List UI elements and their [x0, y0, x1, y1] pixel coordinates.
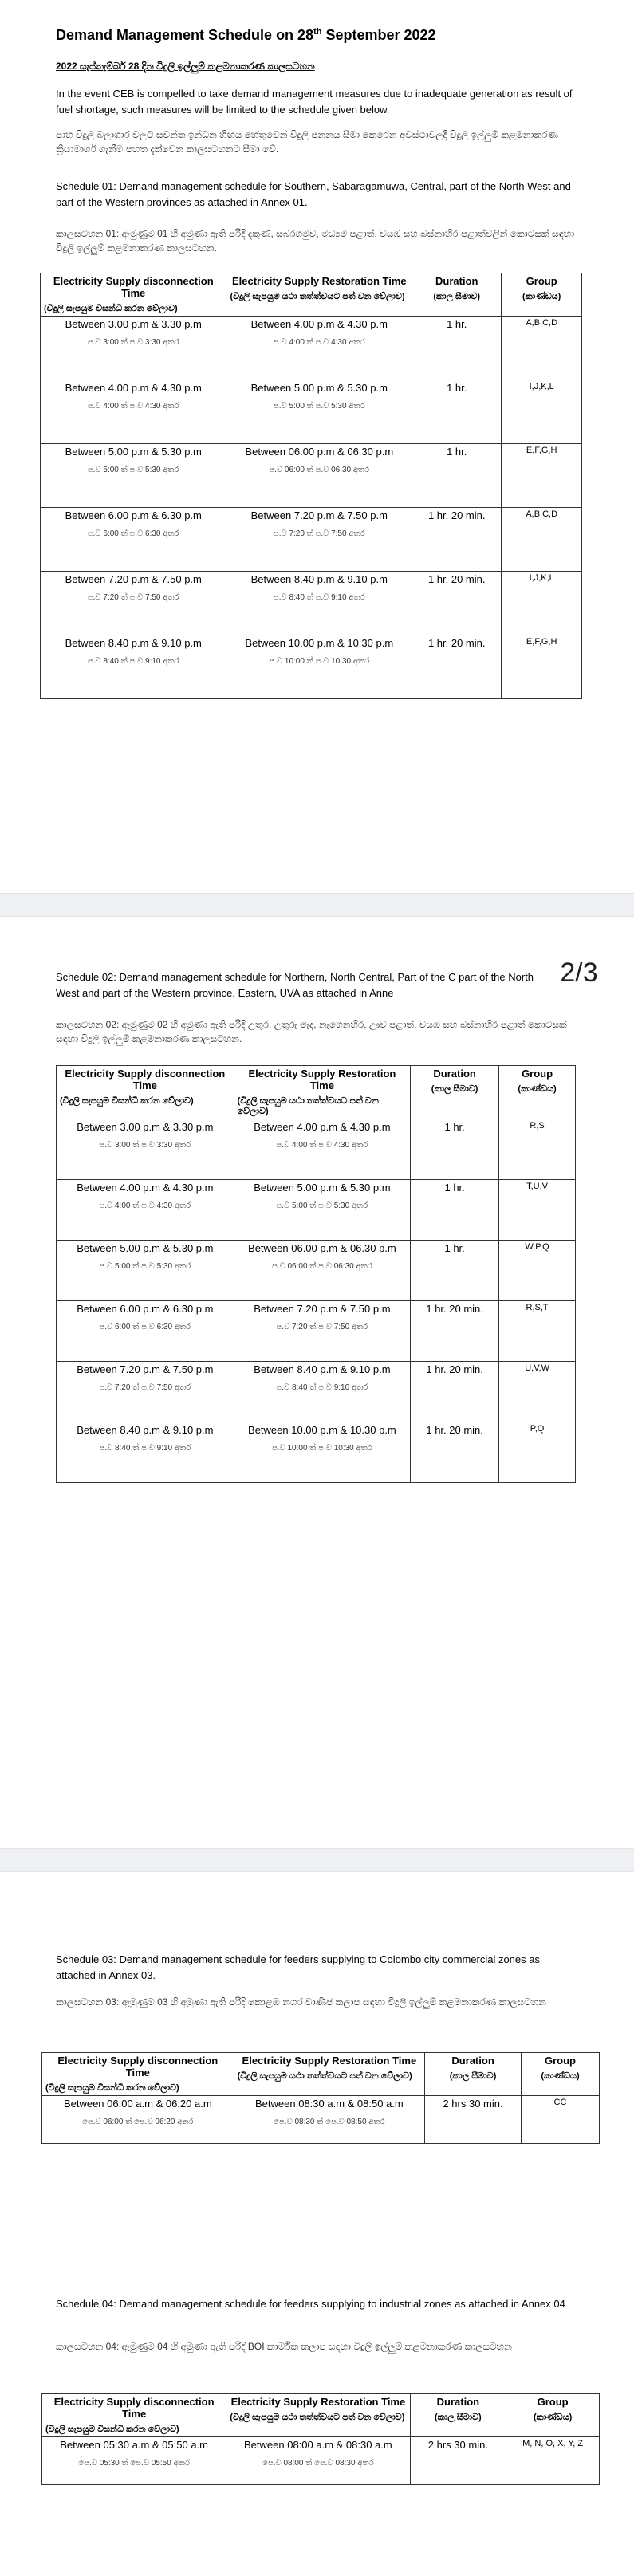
restoration-cell [234, 1362, 410, 1422]
table-row [57, 1119, 576, 1180]
restoration-cell-text: Between 8.40 p.m & 9.10 p.m [254, 1363, 391, 1375]
group-cell: P,Q [499, 1422, 576, 1483]
table-row [41, 380, 582, 444]
header-disconnection-time [57, 1066, 234, 1119]
header-disconnection-time [41, 273, 226, 317]
document-page-2 [0, 917, 634, 1850]
duration-cell: 1 hr. 20 min. [412, 508, 502, 572]
group-cell: T,U,V [499, 1180, 576, 1241]
document-subtitle-sinhala: 2022 සැප්තැම්බර් 28 දින විදුලි ඉල්ලුම් කළමනාකරණ කාලසටහන [56, 61, 315, 72]
header-disconnection-time-label-sinhala: (විදුලි සැපයුම විසන්ධි කරන වේලාව) [44, 304, 178, 313]
restoration-cell-text-sinhala: ප.ව 10:00 ත් ප.ව 10:30 අතර [271, 1444, 372, 1453]
restoration-cell [226, 2437, 410, 2485]
schedule-01-table [40, 273, 582, 699]
header-restoration-time-label: Electricity Supply Restoration Time [230, 2396, 406, 2408]
document-page-3 [0, 1872, 634, 2576]
restoration-cell-text: Between 5.00 p.m & 5.30 p.m [250, 382, 388, 394]
header-group-label: Group [544, 2055, 576, 2067]
table-row [57, 1180, 576, 1241]
group-cell: I,J,K,L [502, 380, 582, 444]
disconnection-cell-text-sinhala: පෙ.ව 06:00 ත් පෙ.ව 06:20 අතර [82, 2118, 194, 2126]
header-duration [410, 2394, 506, 2437]
duration-cell: 1 hr. [411, 1180, 499, 1241]
restoration-cell-text: Between 7.20 p.m & 7.50 p.m [250, 509, 388, 521]
header-disconnection-time-label-sinhala: (විදුලි සැපයුම විසන්ධි කරන වේලාව) [45, 2425, 179, 2434]
header-restoration-time-label-sinhala: (විදුලි සැපයුම යථා තත්ත්වයට පත් වන වේලාව) [230, 2413, 405, 2422]
disconnection-cell-text-sinhala: ප.ව 3:00 ත් ප.ව 3:30 අතර [87, 338, 179, 347]
page-gap [0, 1848, 634, 1872]
header-duration-label-sinhala: (කාල සීමාව) [433, 292, 481, 301]
header-group [502, 273, 582, 317]
restoration-cell-text: Between 08:00 a.m & 08:30 a.m [244, 2439, 392, 2451]
header-group-label: Group [537, 2396, 569, 2408]
duration-cell: 1 hr. [412, 444, 502, 508]
group-cell: I,J,K,L [502, 572, 582, 635]
schedule-03-description: Schedule 03: Demand management schedule for feeders supplying to Colombo city commercial zones as attached in Annex 03. [56, 1953, 540, 1981]
restoration-cell-text-sinhala: ප.ව 7:20 ත් ප.ව 7:50 අතර [273, 529, 365, 538]
schedule-04-description: Schedule 04: Demand management schedule for feeders supplying to industrial zones as attached in Annex 04 [56, 2298, 565, 2310]
table-row [41, 444, 582, 508]
header-duration [425, 2053, 522, 2096]
disconnection-cell-text-sinhala: ප.ව 6:00 ත් ප.ව 6:30 අතර [99, 1323, 191, 1331]
disconnection-cell-text-sinhala: ප.ව 4:00 ත් ප.ව 4:30 අතර [99, 1201, 191, 1210]
table-row [57, 1301, 576, 1362]
table-row [57, 1422, 576, 1483]
document-title: Demand Management Schedule on 28th September 2022 [56, 27, 436, 43]
header-duration-label: Duration [436, 2396, 480, 2408]
restoration-cell-text-sinhala: ප.ව 7:20 ත් ප.ව 7:50 අතර [276, 1323, 368, 1331]
header-restoration-time [226, 2394, 410, 2437]
schedule-03-table [41, 2052, 600, 2144]
disconnection-cell [57, 1119, 234, 1180]
group-cell: R,S,T [499, 1301, 576, 1362]
header-disconnection-time-label: Electricity Supply disconnection Time [53, 2396, 215, 2420]
schedule-01-description: Schedule 01: Demand management schedule for Southern, Sabaragamuwa, Central, part of the North West and part of the Western provinces as attached in Annex 01. [56, 180, 571, 208]
header-disconnection-time-label-sinhala: (විදුලි සැපයුම විසන්ධි කරන වේලාව) [60, 1096, 194, 1106]
restoration-cell [226, 635, 412, 699]
header-group-label-sinhala: (කාණ්ඩය) [518, 1084, 557, 1094]
disconnection-cell-text-sinhala: ප.ව 8:40 ත් ප.ව 9:10 අතර [87, 657, 179, 666]
disconnection-cell-text: Between 8.40 p.m & 9.10 p.m [65, 637, 202, 649]
disconnection-cell-text: Between 3.00 p.m & 3.30 p.m [77, 1121, 214, 1133]
restoration-cell-text-sinhala: ප.ව 4:00 ත් ප.ව 4:30 අතර [273, 338, 365, 347]
table-row [41, 572, 582, 635]
disconnection-cell-text: Between 4.00 p.m & 4.30 p.m [77, 1182, 214, 1194]
restoration-cell [234, 1119, 410, 1180]
restoration-cell [234, 1241, 410, 1301]
disconnection-cell-text-sinhala: ප.ව 6:00 ත් ප.ව 6:30 අතර [87, 529, 179, 538]
schedule-04-description-sinhala: කාලසටහන 04: ඇමුණුම 04 හි අමුණා ඇති පරිදි BOI කාර්මික කලාප සඳහා විදුලි ඉල්ලුම් කළමනාකරණ කාලසටහන [56, 2341, 512, 2352]
disconnection-cell-text-sinhala: ප.ව 5:00 ත් ප.ව 5:30 අතර [99, 1262, 191, 1271]
restoration-cell-text-sinhala: ප.ව 5:00 ත් ප.ව 5:30 අතර [273, 402, 365, 411]
duration-cell: 1 hr. [411, 1119, 499, 1180]
page-indicator: 2/3 [535, 949, 623, 997]
header-group [499, 1066, 576, 1119]
restoration-cell-text-sinhala: ප.ව 06:00 ත් ප.ව 06:30 අතර [269, 466, 370, 474]
intro-paragraph-sinhala: පාහ විදුලි බලාගාර වලට සවන්ත ඉන්ධන හිඟය හේතුවෙන් විදුලි ජනනය සීමා කෙරෙන අවස්ථාවලදී විදුලි ඉල්ලුම් කළමනාකරණ ක්‍රියාමාර්ග ගැනීම පහත දැක්වෙන කාලසටහනට සීමා වේ. [56, 129, 558, 155]
disconnection-cell [57, 1241, 234, 1301]
disconnection-cell-text-sinhala: ප.ව 7:20 ත් ප.ව 7:50 අතර [87, 593, 179, 602]
table-row [41, 635, 582, 699]
header-duration [412, 273, 502, 317]
header-disconnection-time-label-sinhala: (විදුලි සැපයුම විසන්ධි කරන වේලාව) [45, 2083, 179, 2093]
table-header-row [41, 273, 582, 317]
header-restoration-time-label-sinhala: (විදුලි සැපයුම යථා තත්ත්වයට පත් වන වේලාව) [237, 1096, 379, 1116]
header-disconnection-time-label: Electricity Supply disconnection Time [53, 275, 214, 299]
restoration-cell-text: Between 10.00 p.m & 10.30 p.m [245, 637, 394, 649]
header-duration-label-sinhala: (කාල සීමාව) [449, 2071, 497, 2081]
disconnection-cell-text: Between 8.40 p.m & 9.10 p.m [77, 1424, 214, 1436]
schedule-02-table [56, 1065, 576, 1483]
duration-cell: 2 hrs 30 min. [410, 2437, 506, 2485]
disconnection-cell-text: Between 4.00 p.m & 4.30 p.m [65, 382, 202, 394]
restoration-cell-text-sinhala: ප.ව 5:00 ත් ප.ව 5:30 අතර [276, 1201, 368, 1210]
disconnection-cell-text: Between 3.00 p.m & 3.30 p.m [65, 318, 202, 330]
header-restoration-time [234, 2053, 425, 2096]
disconnection-cell-text-sinhala: ප.ව 7:20 ත් ප.ව 7:50 අතර [99, 1383, 191, 1392]
disconnection-cell [41, 444, 226, 508]
page-gap [0, 893, 634, 917]
duration-cell: 1 hr. 20 min. [412, 572, 502, 635]
header-restoration-time-label: Electricity Supply Restoration Time [242, 2055, 417, 2067]
restoration-cell-text: Between 4.00 p.m & 4.30 p.m [254, 1121, 391, 1133]
duration-cell: 2 hrs 30 min. [425, 2096, 522, 2144]
duration-cell: 1 hr. 20 min. [411, 1422, 499, 1483]
restoration-cell-text-sinhala: පෙ.ව 08:30 ත් පෙ.ව 08:50 අතර [274, 2118, 385, 2126]
restoration-cell-text: Between 06.00 p.m & 06.30 p.m [248, 1242, 396, 1254]
disconnection-cell-text-sinhala: ප.ව 4:00 ත් ප.ව 4:30 අතර [87, 402, 179, 411]
table-header-row [42, 2394, 600, 2437]
header-disconnection-time-label: Electricity Supply disconnection Time [57, 2055, 219, 2078]
group-cell: CC [521, 2096, 599, 2144]
table-header-row [57, 1066, 576, 1119]
restoration-cell-text: Between 8.40 p.m & 9.10 p.m [250, 573, 388, 585]
restoration-cell-text: Between 06.00 p.m & 06.30 p.m [245, 446, 394, 458]
header-restoration-time-label: Electricity Supply Restoration Time [248, 1068, 396, 1091]
disconnection-cell-text: Between 06:00 a.m & 06:20 a.m [63, 2098, 212, 2110]
disconnection-cell [41, 317, 226, 380]
disconnection-cell-text: Between 05:30 a.m & 05:50 a.m [60, 2439, 208, 2451]
header-duration-label: Duration [433, 1068, 476, 1080]
duration-cell: 1 hr. 20 min. [412, 635, 502, 699]
group-cell: U,V,W [499, 1362, 576, 1422]
restoration-cell [226, 317, 412, 380]
header-duration-label-sinhala: (කාල සීමාව) [431, 1084, 478, 1094]
restoration-cell-text-sinhala: ප.ව 10:00 ත් ප.ව 10:30 අතර [269, 657, 370, 666]
duration-cell: 1 hr. [411, 1241, 499, 1301]
header-duration-label-sinhala: (කාල සීමාව) [435, 2413, 482, 2422]
duration-cell: 1 hr. 20 min. [411, 1301, 499, 1362]
schedule-04-table [41, 2393, 600, 2485]
header-group-label-sinhala: (කාණ්ඩය) [522, 292, 561, 301]
disconnection-cell [41, 508, 226, 572]
restoration-cell [226, 380, 412, 444]
group-cell: A,B,C,D [502, 508, 582, 572]
disconnection-cell-text-sinhala: ප.ව 3:00 ත් ප.ව 3:30 අතර [99, 1141, 191, 1150]
disconnection-cell [57, 1422, 234, 1483]
header-duration [411, 1066, 499, 1119]
restoration-cell-text-sinhala: ප.ව 4:00 ත් ප.ව 4:30 අතර [276, 1141, 368, 1150]
disconnection-cell-text: Between 5.00 p.m & 5.30 p.m [77, 1242, 214, 1254]
schedule-01-description-sinhala: කාලසටහන 01: ඇමුණුම 01 හි අමුණා ඇති පරිදි දකුණ, සබරගමුව, මධ්‍යම පළාත්, වයඹ සහ බස්නාහිර පළාත්වලින් කොටසක් සඳහා විදුලි ඉල්ලුම් කළමනාකරණ කාලසටහන. [56, 228, 575, 254]
header-disconnection-time [42, 2053, 234, 2096]
duration-cell: 1 hr. [412, 317, 502, 380]
restoration-cell-text: Between 5.00 p.m & 5.30 p.m [254, 1182, 391, 1194]
disconnection-cell-text: Between 7.20 p.m & 7.50 p.m [77, 1363, 214, 1375]
group-cell: W,P,Q [499, 1241, 576, 1301]
header-duration-label: Duration [435, 275, 478, 287]
restoration-cell-text: Between 7.20 p.m & 7.50 p.m [254, 1303, 391, 1315]
table-row [41, 317, 582, 380]
disconnection-cell-text-sinhala: ප.ව 8:40 ත් ප.ව 9:10 අතර [99, 1444, 191, 1453]
restoration-cell [226, 444, 412, 508]
header-group-label: Group [522, 1068, 553, 1080]
disconnection-cell-text: Between 5.00 p.m & 5.30 p.m [65, 446, 202, 458]
restoration-cell-text-sinhala: ප.ව 06:00 ත් ප.ව 06:30 අතර [271, 1262, 372, 1271]
header-restoration-time [226, 273, 412, 317]
duration-cell: 1 hr. 20 min. [411, 1362, 499, 1422]
restoration-cell-text-sinhala: ප.ව 8:40 ත් ප.ව 9:10 අතර [276, 1383, 368, 1392]
disconnection-cell [42, 2437, 226, 2485]
restoration-cell-text: Between 4.00 p.m & 4.30 p.m [250, 318, 388, 330]
header-group-label-sinhala: (කාණ්ඩය) [533, 2413, 573, 2422]
disconnection-cell [57, 1362, 234, 1422]
table-row [42, 2096, 600, 2144]
table-row [42, 2437, 600, 2485]
header-restoration-time-label: Electricity Supply Restoration Time [231, 275, 407, 287]
disconnection-cell-text: Between 6.00 p.m & 6.30 p.m [77, 1303, 214, 1315]
header-disconnection-time-label: Electricity Supply disconnection Time [65, 1068, 226, 1091]
header-duration-label: Duration [451, 2055, 494, 2067]
restoration-cell-text-sinhala: ප.ව 8:40 ත් ප.ව 9:10 අතර [273, 593, 365, 602]
header-disconnection-time [42, 2394, 226, 2437]
header-group-label: Group [526, 275, 557, 287]
group-cell: R,S [499, 1119, 576, 1180]
disconnection-cell [42, 2096, 234, 2144]
restoration-cell-text: Between 08:30 a.m & 08:50 a.m [255, 2098, 404, 2110]
header-group [506, 2394, 600, 2437]
restoration-cell [226, 508, 412, 572]
restoration-cell [234, 2096, 425, 2144]
header-restoration-time-label-sinhala: (විදුලි සැපයුම යථා තත්ත්වයට පත් වන වේලාව) [237, 2071, 412, 2081]
restoration-cell-text-sinhala: පෙ.ව 08:00 ත් පෙ.ව 08:30 අතර [262, 2459, 374, 2468]
disconnection-cell [41, 635, 226, 699]
table-header-row [42, 2053, 600, 2096]
disconnection-cell-text-sinhala: පෙ.ව 05:30 ත් පෙ.ව 05:50 අතර [78, 2459, 190, 2468]
schedule-03-description-sinhala: කාලසටහන 03: ඇමුණුම 03 හි අමුණා ඇති පරිදි කොළඹ නගර වාණිජ කලාප සඳහා විදුලි ඉල්ලුම් කළමනාකරණ කාලසටහන [56, 1996, 546, 2008]
disconnection-cell [41, 380, 226, 444]
group-cell: M, N, O, X, Y, Z [506, 2437, 600, 2485]
restoration-cell [226, 572, 412, 635]
disconnection-cell-text: Between 7.20 p.m & 7.50 p.m [65, 573, 202, 585]
schedule-02-description: Schedule 02: Demand management schedule for Northern, North Central, Part of the C part of the North West and part of the Western province, Eastern, UVA as attached in Anne [56, 971, 534, 999]
table-row [41, 508, 582, 572]
header-restoration-time [234, 1066, 410, 1119]
restoration-cell [234, 1180, 410, 1241]
header-group-label-sinhala: (කාණ්ඩය) [541, 2071, 580, 2081]
disconnection-cell-text: Between 6.00 p.m & 6.30 p.m [65, 509, 202, 521]
duration-cell: 1 hr. [412, 380, 502, 444]
group-cell: E,F,G,H [502, 444, 582, 508]
group-cell: E,F,G,H [502, 635, 582, 699]
disconnection-cell [41, 572, 226, 635]
table-row [57, 1362, 576, 1422]
header-group [521, 2053, 599, 2096]
restoration-cell-text: Between 10.00 p.m & 10.30 p.m [248, 1424, 396, 1436]
disconnection-cell-text-sinhala: ප.ව 5:00 ත් ප.ව 5:30 අතර [87, 466, 179, 474]
group-cell: A,B,C,D [502, 317, 582, 380]
restoration-cell [234, 1301, 410, 1362]
table-row [57, 1241, 576, 1301]
intro-paragraph: In the event CEB is compelled to take demand management measures due to inadequate generation as result of fuel shortage, such measures will be limited to the schedule given below. [56, 88, 573, 116]
header-restoration-time-label-sinhala: (විදුලි සැපයුම යථා තත්ත්වයට පත් වන වේලාව) [230, 292, 405, 301]
disconnection-cell [57, 1180, 234, 1241]
document-page-1 [0, 0, 634, 893]
restoration-cell [234, 1422, 410, 1483]
disconnection-cell [57, 1301, 234, 1362]
schedule-02-description-sinhala: කාලසටහන 02: ඇමුණුම 02 හි අමුණා ඇති පරිදි උතුර, උතුරු මැද, නැගෙනහිර, ඌව පළාත්, වයඹ සහ බස්නාහිර පළාත් කොටසක් සඳහා විදුලි ඉල්ලුම් කළමනාකරණ කාලසටහන. [56, 1019, 567, 1044]
